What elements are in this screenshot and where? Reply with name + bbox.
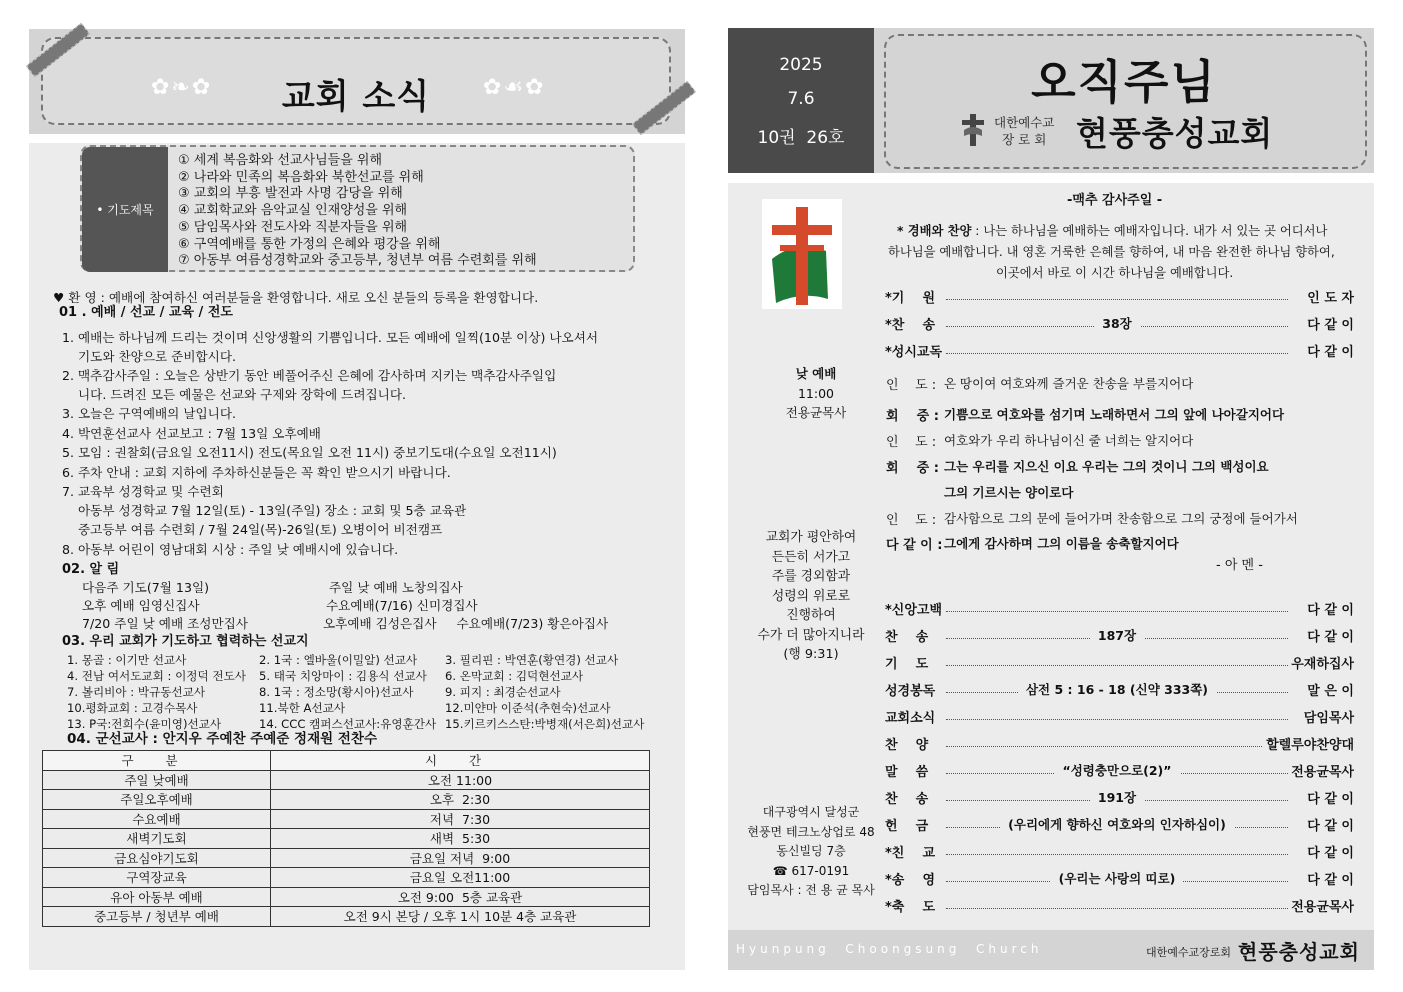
- order-item-detail-text: 38장: [1094, 316, 1139, 331]
- prayer-list: [178, 153, 537, 270]
- mission-item: 11.북한 A선교사: [259, 701, 346, 715]
- footer-bar: [728, 930, 1374, 970]
- issue-box: [728, 28, 874, 173]
- news-title: 교회 소식: [281, 77, 431, 117]
- table-row: [43, 848, 650, 868]
- intro-text: : 나는 하나님을 예배하는 예배자입니다. 내가 서 있는 곳 어디서나: [971, 224, 1328, 238]
- order-item-leader: 우재하집사: [1288, 653, 1354, 672]
- prayer-label: • 기도제목: [82, 147, 168, 272]
- order-item-leader: 다 같 이: [1304, 626, 1354, 645]
- verse-line: 든든히 서가고: [771, 549, 851, 565]
- service-info: [761, 364, 871, 423]
- address-line: 대구광역시 달성군: [762, 805, 860, 819]
- intro-head: * 경배와 찬양: [897, 224, 972, 238]
- reading-role: 인 도 :: [886, 378, 937, 393]
- order-item-label: 교회소식: [885, 711, 936, 726]
- reading-role: 회 중 :: [886, 409, 939, 424]
- reading-text: 그의 기르시는 양이로다: [944, 485, 1074, 500]
- table-cell: 금요일 저녁 9:00: [271, 848, 650, 868]
- dotted-leader: [946, 854, 1288, 855]
- service-subtitle: -맥추 감사주일 -: [1067, 193, 1163, 208]
- reading-text: 기쁨으로 여호와를 섬기며 노래하면서 그의 앞에 나아갈지어다: [944, 407, 1285, 422]
- denomination-line2: 장 로 회: [1002, 132, 1047, 147]
- schedule-body: [43, 770, 650, 926]
- order-item-label: 찬 송: [885, 630, 929, 645]
- address-line: 현풍면 테크노상업로 48: [747, 824, 875, 839]
- order-body: [728, 183, 1374, 970]
- table-cell: 중고등부 / 청년부 예배: [43, 907, 271, 927]
- notice-item: 7/20 주일 낮 예배 조성만집사: [82, 616, 248, 631]
- table-cell: 오전 11:00: [271, 770, 650, 790]
- notice-item: 주일 낮 예배 노창의집사: [329, 580, 463, 595]
- prayer-item: ⑦ 아동부 여름성경학교와 중고등부, 청년부 여름 수련회를 위해: [178, 253, 537, 269]
- section1-line: 3. 오늘은 구역예배의 날입니다.: [62, 406, 237, 421]
- welcome-text: ♥ 환 영 : 예배에 참여하신 여러분들을 환영합니다. 새로 오신 분들의 등록을 환영합니다.: [53, 290, 539, 305]
- order-item-detail: [946, 680, 1288, 698]
- section1-line: 7. 교육부 성경학교 및 수련회: [62, 484, 224, 499]
- table-row: [43, 790, 650, 810]
- section1-line: 4. 박연훈선교사 선교보고 : 7월 13일 오후예배: [62, 426, 321, 441]
- mission-item: 13. P국:전희수(윤미영)선교사: [67, 717, 222, 731]
- order-item-detail-text: “성령충만으로(2)”: [1054, 763, 1179, 778]
- mission-item: 1. 몽골 : 이기만 선교사: [67, 653, 187, 667]
- footer-church-name: 현풍충성교회: [1238, 940, 1360, 964]
- table-header: 구 분: [43, 751, 271, 771]
- church-emblem-icon: [960, 112, 986, 148]
- intro-line: [897, 221, 1327, 239]
- section1-line: 아동부 성경학교 7월 12일(토) - 13일(주일) 장소 : 교회 및 5층 교육관: [62, 503, 467, 518]
- table-cell: 새벽기도회: [43, 829, 271, 849]
- order-item-label: *송 영: [885, 873, 936, 888]
- section1-line: 2. 맥추감사주일 : 오늘은 상반기 동안 베풀어주신 은혜에 감사하며 지키는 맥추감사주일입: [62, 368, 557, 383]
- table-cell: 오전 9:00 5층 교육관: [271, 887, 650, 907]
- mission-item: 4. 전남 여서도교회 : 이정덕 전도사: [67, 669, 246, 683]
- news-body: [29, 143, 685, 970]
- table-row: [43, 770, 650, 790]
- mission-item: 2. 1국 : 엘바울(이밀알) 선교사: [259, 653, 418, 667]
- notice-item: 수요예배(7/16) 신미경집사: [326, 598, 478, 613]
- order-item-detail: [946, 761, 1288, 779]
- table-row: [43, 829, 650, 849]
- order-item-label: 말 씀: [885, 765, 929, 780]
- order-item-label: *성시교독: [885, 345, 943, 360]
- section1-line: 니다. 드려진 모든 예물은 선교와 구제와 장학에 드려집니다.: [62, 387, 407, 402]
- service-name: 낮 예배: [795, 366, 837, 381]
- mission-item: 9. 피지 : 최경순선교사: [445, 685, 561, 699]
- address-line: 동신빌딩 7층: [776, 844, 846, 858]
- order-item-detail-text: 삼전 5 : 16 - 18 (신약 333쪽): [1018, 682, 1216, 697]
- issue-year: 2025: [779, 55, 823, 75]
- section1-line: 8. 아동부 어린이 영남대회 시상 : 주일 낮 예배시에 있습니다.: [62, 542, 399, 557]
- dotted-leader: [946, 908, 1288, 909]
- section3-title: 03. 우리 교회가 기도하고 협력하는 선교지: [62, 634, 309, 649]
- reading-text: 그는 우리를 지으신 이요 우리는 그의 것이니 그의 백성이요: [944, 459, 1269, 474]
- verse-line: 진행하여: [786, 608, 836, 623]
- intro-line: 하나님을 예배합니다. 내 영혼 거룩한 은혜를 향하여, 내 마음 완전한 하나님 향하여,: [888, 245, 1335, 259]
- issue-date: 7.6: [787, 89, 815, 109]
- notice-item: 오후예배 김성은집사 수요예배(7/23) 황은아집사: [323, 616, 609, 631]
- footer-denomination: 대한예수교장로회: [1146, 946, 1232, 959]
- church-name-box: [874, 28, 1374, 173]
- mission-item: 3. 필리핀 : 박연훈(황연경) 선교사: [445, 653, 619, 667]
- address-line: 담임목사 : 전 용 균 목사: [747, 883, 875, 897]
- dotted-leader: [946, 353, 1288, 354]
- mission-item: 12.미얀마 이준석(추현숙)선교사: [445, 701, 611, 715]
- table-cell: 수요예배: [43, 809, 271, 829]
- notice-item: 다음주 기도(7월 13일): [82, 580, 210, 595]
- order-item-leader: 다 같 이: [1304, 815, 1354, 834]
- verse-line: 주를 경외함과: [771, 569, 851, 584]
- reading-role: 회 중 :: [886, 461, 939, 476]
- amen: - 아 멘 -: [1216, 558, 1263, 573]
- worship-schedule-table: [42, 750, 650, 927]
- reading-text: 감사함으로 그의 문에 들어가며 찬송함으로 그의 궁정에 들어가서: [944, 511, 1298, 526]
- order-item-leader: 다 같 이: [1304, 341, 1354, 360]
- bulletin-title: 오직주님: [1031, 55, 1217, 109]
- section1-title: 01 . 예배 / 선교 / 교육 / 전도: [59, 305, 233, 320]
- cross-banner-icon: [762, 199, 842, 309]
- table-header: 시 간: [271, 751, 650, 771]
- dotted-leader: [946, 665, 1288, 666]
- table-cell: 주일 낮예배: [43, 770, 271, 790]
- order-item-label: 헌 금: [885, 819, 929, 834]
- order-item-leader: 다 같 이: [1304, 869, 1354, 888]
- order-item-label: *기 원: [885, 291, 936, 306]
- vine-right-icon: ✿☙✿: [483, 75, 546, 100]
- mission-item: 5. 태국 치앙마이 : 김용식 선교사: [259, 669, 427, 683]
- order-item-label: *신앙고백: [885, 603, 943, 618]
- table-cell: 유아 아동부 예배: [43, 887, 271, 907]
- prayer-item: ⑤ 담임목사와 전도사와 직분자들을 위해: [178, 219, 408, 235]
- section4-title: 04. 군선교사 : 안지우 주예찬 주예준 정재원 전찬수: [67, 731, 377, 747]
- service-time: 11:00: [797, 385, 835, 401]
- order-item-leader: 말 은 이: [1304, 680, 1354, 699]
- order-item-detail-text: (우리에게 향하신 여호와의 인자하심이): [1000, 817, 1234, 832]
- issue-volume: 10권 26호: [757, 128, 845, 148]
- dotted-leader: [946, 719, 1288, 720]
- order-item-detail: [946, 314, 1288, 332]
- table-cell: 주일오후예배: [43, 790, 271, 810]
- order-item-leader: 다 같 이: [1304, 314, 1354, 333]
- prayer-item: ④ 교회학교와 음악교실 인재양성을 위해: [178, 203, 408, 219]
- section1-line: 5. 모임 : 권찰회(금요일 오전11시) 전도(목요일 오전 11시) 중보기도대(수요일 오전11시): [62, 445, 557, 460]
- order-item-label: *축 도: [885, 900, 936, 915]
- order-item-leader: 전용균목사: [1288, 761, 1354, 780]
- order-item-detail-text: 187장: [1090, 628, 1144, 643]
- prayer-item: ① 세계 복음화와 선교사님들을 위해: [178, 153, 382, 168]
- order-item-detail: [946, 788, 1288, 806]
- section1-line: 6. 주차 안내 : 교회 지하에 주차하신분들은 꼭 확인 받으시기 바랍니다.: [62, 465, 451, 480]
- reading-role: 인 도 :: [886, 513, 937, 528]
- section1-line: 중고등부 여름 수련회 / 7월 24일(목)-26일(토) 오병이어 비전캠프: [62, 522, 443, 537]
- mission-item: 14. CCC 캠퍼스선교사:유영훈간사: [259, 717, 437, 731]
- table-row: [43, 868, 650, 888]
- order-item-label: *친 교: [885, 846, 936, 861]
- notice-item: 오후 예배 임영신집사: [82, 598, 200, 613]
- vine-left-icon: ✿❧✿: [151, 75, 213, 100]
- news-header: [29, 29, 685, 134]
- service-leader: 전용균목사: [785, 405, 847, 420]
- dotted-leader: [946, 299, 1288, 300]
- table-cell: 구역장교육: [43, 868, 271, 888]
- mission-item: 6. 온막교회 : 김덕현선교사: [445, 669, 584, 683]
- order-item-detail-text: (우리는 사랑의 띠로): [1051, 871, 1184, 886]
- footer-english-name: Hyunpung Choongsung Church: [736, 942, 1043, 956]
- table-row: [43, 809, 650, 829]
- table-row: [43, 907, 650, 927]
- table-cell: 오전 9시 본당 / 오후 1시 10분 4층 교육관: [271, 907, 650, 927]
- mission-item: 8. 1국 : 정소망(황시아)선교사: [259, 685, 414, 699]
- order-item-detail: [946, 869, 1288, 887]
- order-item-label: 기 도: [885, 657, 929, 672]
- table-row: [43, 887, 650, 907]
- verse-line: 수가 더 많아지니라: [757, 627, 865, 643]
- order-item-label: *찬 송: [885, 318, 936, 333]
- prayer-box: [80, 145, 635, 272]
- verse-line: 성령의 위로로: [771, 588, 851, 604]
- prayer-item: ③ 교회의 부흥 발전과 사명 감당을 위해: [178, 186, 403, 202]
- address-line: ☎ 617-0191: [772, 863, 850, 878]
- verse-line: 교회가 평안하여: [765, 530, 857, 545]
- order-item-detail: [946, 815, 1288, 833]
- order-item-label: 성경봉독: [885, 684, 936, 699]
- mission-item: 7. 볼리비아 : 박규동선교사: [67, 685, 206, 699]
- order-item-label: 찬 송: [885, 792, 929, 807]
- order-item-label: 찬 양: [885, 738, 929, 753]
- table-cell: 저녁 7:30: [271, 809, 650, 829]
- denomination-line1: 대한예수교: [994, 115, 1055, 130]
- church-name-logo: 현풍충성교회: [1076, 114, 1274, 153]
- order-item-detail: [946, 626, 1288, 644]
- verse-line: (행 9:31): [783, 647, 839, 662]
- section1-line: 1. 예배는 하나님께 드리는 것이며 신앙생활의 기쁨입니다. 모든 예배에 일찍(10분 이상) 나오셔서: [62, 330, 599, 345]
- church-address: [746, 803, 876, 901]
- mission-item: 10.평화교회 : 고경수목사: [67, 701, 198, 715]
- order-item-leader: 전용균목사: [1288, 896, 1354, 915]
- table-cell: 오후 2:30: [271, 790, 650, 810]
- prayer-item: ⑥ 구역예배를 통한 가정의 은혜와 평강을 위해: [178, 236, 441, 252]
- reading-text: 그에게 감사하며 그의 이름을 송축할지어다: [944, 536, 1179, 551]
- order-item-leader: 할렐루야찬양대: [1263, 734, 1354, 753]
- mission-item: 15.키르키스스탄:박병재(서은희)선교사: [445, 717, 645, 731]
- reading-text: 온 땅이여 여호와께 즐거운 찬송을 부를지어다: [944, 376, 1194, 391]
- prayer-item: ② 나라와 민족의 복음화와 북한선교를 위해: [178, 169, 424, 185]
- news-header-frame: [41, 37, 671, 125]
- order-item-leader: 다 같 이: [1304, 788, 1354, 807]
- reading-text: 여호와가 우리 하나님이신 줄 너희는 알지어다: [944, 433, 1194, 448]
- scripture-verse: [756, 528, 866, 665]
- dotted-leader: [946, 611, 1288, 612]
- intro-line: 이곳에서 바로 이 시간 하나님을 예배합니다.: [996, 266, 1234, 280]
- table-cell: 금요일 오전11:00: [271, 868, 650, 888]
- reading-role: 다 같 이 :: [886, 538, 943, 553]
- section2-title: 02. 알 림: [62, 562, 120, 577]
- dotted-leader: [946, 746, 1288, 747]
- section1-line: 기도와 찬양으로 준비합시다.: [62, 349, 237, 364]
- order-item-detail-text: 191장: [1090, 790, 1144, 805]
- order-item-leader: 다 같 이: [1304, 599, 1354, 618]
- order-item-leader: 인 도 자: [1304, 287, 1354, 306]
- reading-role: 인 도 :: [886, 435, 937, 450]
- table-cell: 새벽 5:30: [271, 829, 650, 849]
- order-item-leader: 다 같 이: [1304, 842, 1354, 861]
- table-cell: 금요심야기도회: [43, 848, 271, 868]
- order-item-leader: 담임목사: [1301, 707, 1354, 726]
